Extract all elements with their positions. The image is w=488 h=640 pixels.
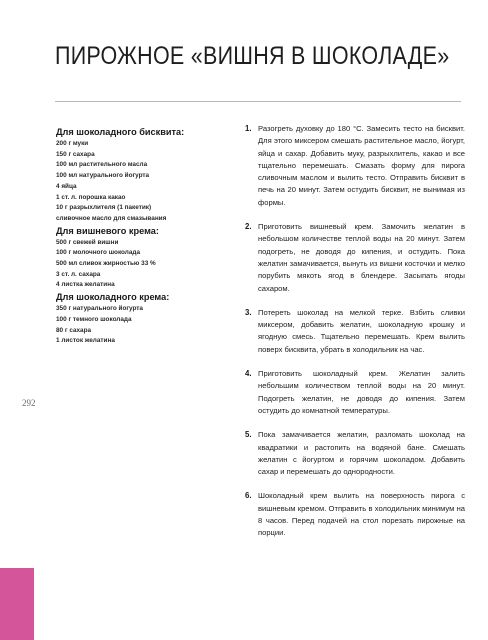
ingredient-item: 1 ст. л. порошка какао (56, 193, 126, 201)
step-item (245, 221, 465, 295)
page-accent-bar (0, 568, 34, 640)
step-text: Разогреть духовку до 180 °С. Замесить тесто на бисквит. Для этого миксером смешать растительное масло, йогурт, яйца и сахар. Добавить муку, разрыхлитель, какао и все тщательно перемешать. Смазать форму для пирога сливочным маслом и вылить тесто. Отправить бисквит в печь на 20 минут. Затем остудить бисквит, не вынимая из формы. (258, 124, 465, 207)
step-number: 5. (245, 430, 252, 440)
ingredient-group-heading: Для вишневого крема: (56, 225, 159, 236)
step-number: 3. (245, 307, 252, 317)
ingredient-item: 4 яйца (56, 182, 77, 190)
step-number: 6. (245, 491, 252, 501)
ingredient-item: 1 листок желатина (56, 337, 115, 345)
ingredient-item: 100 мл натурального йогурта (56, 172, 150, 180)
ingredient-item: 4 листка желатина (56, 281, 115, 289)
instruction-steps (245, 123, 465, 552)
step-item (245, 368, 465, 417)
ingredient-item: 100 г молочного шоколада (56, 249, 141, 257)
ingredient-item: сливочное масло для смазывания (56, 214, 167, 222)
step-item (245, 490, 465, 539)
step-item (245, 429, 465, 478)
ingredient-group-heading: Для шоколадного бисквита: (56, 127, 185, 137)
ingredient-item: 350 г натурального йогурта (56, 305, 143, 313)
page-number: 292 (22, 398, 36, 408)
ingredient-group (56, 126, 231, 225)
ingredient-group-heading: Для шоколадного крема: (56, 292, 170, 303)
ingredient-item: 100 г темного шоколада (56, 315, 132, 323)
ingredient-item: 80 г сахара (56, 326, 92, 334)
step-number: 1. (245, 124, 252, 133)
ingredient-item: 150 г сахара (56, 150, 95, 158)
ingredient-item: 200 г муки (56, 140, 89, 147)
step-text: Пока замачивается желатин, разломать шоколад на квадратики и растопить на водяной бане. Смешать желатин с йогуртом и горячим шоколадом. Добавить сахар и перемешать до однородности. (258, 430, 465, 477)
step-text: Потереть шоколад на мелкой терке. Взбить сливки миксером, добавить желатин, шоколадную крошку и ягодную смесь. Тщательно перемешать. Крем вылить поверх бисквита, убрать в холодильник на час. (258, 307, 465, 354)
ingredient-item: 100 мл растительного масла (56, 161, 148, 169)
title-divider (55, 101, 461, 102)
step-number: 2. (245, 222, 252, 232)
step-text: Шоколадный крем вылить на поверхность пирога с вишневым кремом. Отправить в холодильник минимум на 8 часов. Перед подачей на стол порезать пирожные на порции. (258, 491, 465, 538)
page-title: ПИРОЖНОЕ «ВИШНЯ В ШОКОЛАДЕ» (55, 42, 450, 70)
step-item (245, 307, 465, 356)
step-number: 4. (245, 369, 252, 379)
ingredient-item: 3 ст. л. сахара (56, 270, 101, 278)
step-item (245, 123, 465, 209)
ingredient-item: 500 мл сливок жирностью 33 % (56, 260, 156, 268)
step-text: Приготовить вишневый крем. Замочить желатин в небольшом количестве теплой воды на 20 минут. Затем подогреть, не доводя до кипения, и остудить. Пока желатин замачивается, вынуть из вишни косточки и мелко порубить мякоть ягод в блендере. Засыпать ягоды сахаром. (258, 222, 465, 293)
step-text: Приготовить шоколадный крем. Желатин залить небольшим количеством теплой воды на 20 минут. Подогреть желатин, не доводя до кипения. Затем остудить до комнатной температуры. (258, 369, 465, 415)
ingredient-item: 10 г разрыхлителя (1 пакетик) (56, 204, 152, 212)
ingredients-list (56, 126, 231, 347)
ingredient-group (56, 291, 231, 347)
ingredient-item: 500 г свежей вишни (56, 238, 119, 246)
ingredient-group (56, 225, 231, 292)
